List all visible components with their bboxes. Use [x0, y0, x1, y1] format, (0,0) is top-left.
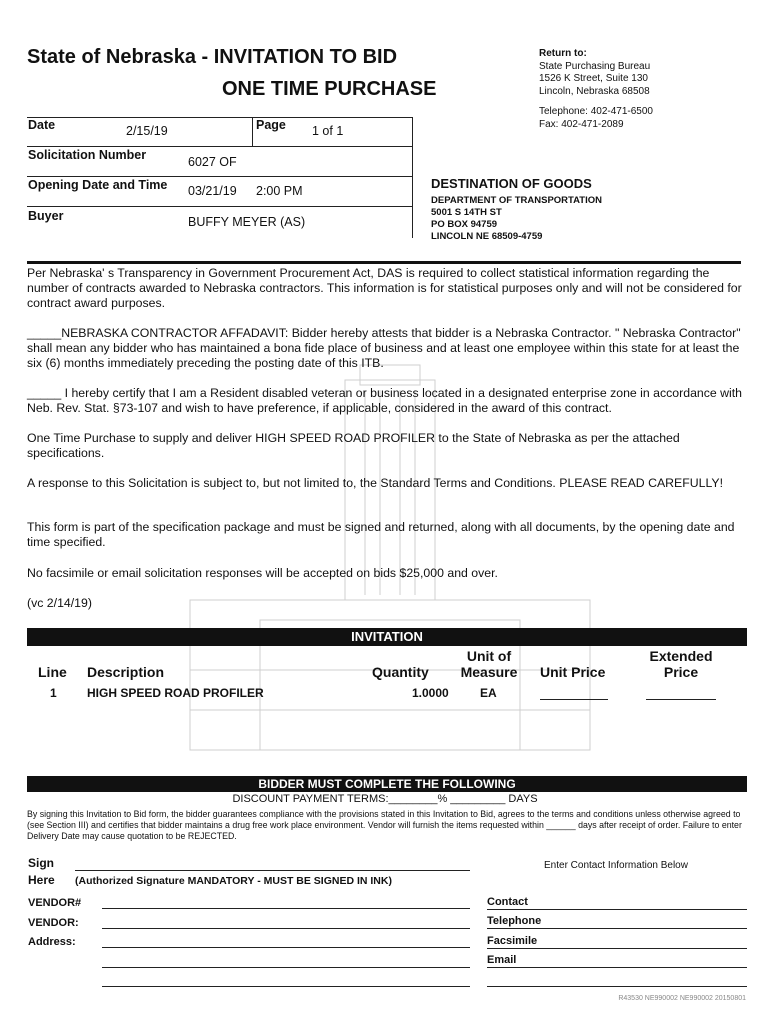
col-extended-2: Price	[663, 664, 699, 680]
row-description: HIGH SPEED ROAD PROFILER	[87, 686, 264, 700]
solicitation-label: Solicitation Number	[28, 148, 147, 162]
authorized-signature-note: (Authorized Signature MANDATORY - MUST BE SIGNED IN INK)	[75, 875, 392, 887]
discount-terms: DISCOUNT PAYMENT TERMS:________% _________ DAYS	[232, 793, 538, 805]
return-to-line2: 1526 K Street, Suite 130	[539, 73, 648, 84]
purchase-description: One Time Purchase to supply and deliver HIGH SPEED ROAD PROFILER to the State of Nebraska as per the attached specifications.	[27, 431, 680, 460]
col-uom-2: Measure	[460, 664, 518, 680]
row-uom: EA	[480, 686, 497, 700]
address-field-1[interactable]	[102, 947, 470, 948]
col-unit-price: Unit Price	[540, 664, 606, 680]
col-extended-1: Extended	[649, 648, 713, 664]
veteran-certification: _____ I hereby certify that I am a Resident disabled veteran or business located in a designated enterprise zone in accordance with Neb. Rev. Stat. §73-107 and wish to have preference, if applicable, considered in the award of this contract.	[27, 386, 743, 415]
page-title: State of Nebraska - INVITATION TO BID	[27, 46, 398, 68]
return-to-fax: Fax: 402-471-2089	[539, 118, 624, 130]
date-label: Date	[28, 118, 56, 132]
opening-date: 03/21/19	[188, 184, 237, 198]
col-quantity: Quantity	[372, 664, 429, 680]
solicitation-value: 6027 OF	[188, 155, 237, 169]
version-code: (vc 2/14/19)	[27, 596, 92, 610]
row-quantity: 1.0000	[412, 686, 449, 700]
destination-line4: LINCOLN NE 68509-4759	[431, 231, 543, 242]
extended-price-field[interactable]	[646, 699, 716, 700]
page-subtitle: ONE TIME PURCHASE	[222, 78, 437, 100]
section-divider	[27, 261, 741, 264]
legal-text: By signing this Invitation to Bid form, the bidder guarantees compliance with the provisions stated in this Invitation to Bid, agrees to the terms and conditions unless otherwise agreed to (see Section III) and certifies that bidder maintains a drug free work place environment. Vendor will furnish the items requested within ______ days after receipt of order. Failure to enter Delivery Date may cause quotation to be REJECTED.	[27, 809, 742, 841]
here-label: Here	[28, 873, 55, 887]
facsimile-field[interactable]	[487, 948, 747, 949]
return-to-phone: Telephone: 402-471-6500	[539, 106, 653, 117]
destination-line2: 5001 S 14TH ST	[431, 207, 502, 218]
destination-heading: DESTINATION OF GOODS	[431, 176, 592, 191]
destination-line1: DEPARTMENT OF TRANSPORTATION	[431, 195, 602, 206]
email-field-2[interactable]	[487, 986, 747, 987]
vendor-number-field[interactable]	[102, 908, 470, 909]
facsimile-notice: No facsimile or email solicitation responses will be accepted on bids $25,000 and over.	[27, 566, 498, 580]
telephone-label: Telephone	[487, 915, 542, 927]
page-value: 1 of 1	[312, 124, 344, 138]
terms-notice: A response to this Solicitation is subject to, but not limited to, the Standard Terms and Conditions. PLEASE READ CAREFULLY!	[27, 476, 724, 490]
facsimile-label: Facsimile	[487, 935, 538, 947]
return-to-label: Return to:	[539, 48, 587, 59]
unit-price-field[interactable]	[540, 699, 608, 700]
footer-code: R43530 NE990002 NE990002 20150801	[618, 995, 746, 1002]
address-field-3[interactable]	[102, 986, 470, 987]
address-label: Address:	[28, 936, 76, 948]
email-label: Email	[487, 954, 517, 966]
address-field-2[interactable]	[102, 967, 470, 968]
destination-block	[431, 176, 602, 243]
opening-label: Opening Date and Time	[28, 178, 168, 192]
buyer-value: BUFFY MEYER (AS)	[188, 215, 306, 229]
vendor-field[interactable]	[102, 928, 470, 929]
signature-line[interactable]	[75, 870, 470, 871]
telephone-field[interactable]	[487, 928, 747, 929]
col-uom-1: Unit of	[466, 648, 512, 664]
contact-note: Enter Contact Information Below	[544, 860, 688, 871]
bidder-bar: BIDDER MUST COMPLETE THE FOLLOWING	[27, 776, 747, 792]
date-value: 2/15/19	[126, 124, 168, 138]
signature-requirement: This form is part of the specification package and must be signed and returned, along with all documents, by the opening date and time specified.	[27, 520, 735, 549]
col-description: Description	[87, 664, 165, 680]
return-to-block	[539, 48, 653, 131]
return-to-line1: State Purchasing Bureau	[539, 60, 651, 72]
opening-time: 2:00 PM	[256, 184, 303, 198]
contact-field[interactable]	[487, 909, 747, 910]
destination-line3: PO BOX 94759	[431, 219, 498, 230]
vendor-label: VENDOR:	[28, 917, 79, 929]
email-field[interactable]	[487, 967, 747, 968]
col-line: Line	[38, 664, 67, 680]
row-line: 1	[50, 686, 57, 700]
page-label: Page	[256, 118, 286, 132]
vendor-number-label: VENDOR#	[28, 897, 82, 909]
sign-label: Sign	[28, 856, 54, 870]
contractor-affidavit: _____NEBRASKA CONTRACTOR AFFADAVIT: Bidder hereby attests that bidder is a Nebraska Contractor. " Nebraska Contractor" shall mean any bidder who has maintained a bona fide place of business and at least one employee within this state for at least the six (6) months immediately preceding the posting date of this ITB.	[27, 326, 741, 370]
contact-label: Contact	[487, 896, 528, 908]
buyer-label: Buyer	[28, 209, 64, 223]
transparency-paragraph: Per Nebraska' s Transparency in Government Procurement Act, DAS is required to collect statistical information regarding the number of contracts awarded to Nebraska contractors. This information is for statistical purposes only and will not be considered for contract award purposes.	[27, 266, 742, 310]
invitation-bar: INVITATION	[27, 628, 747, 646]
return-to-line3: Lincoln, Nebraska 68508	[539, 85, 650, 97]
